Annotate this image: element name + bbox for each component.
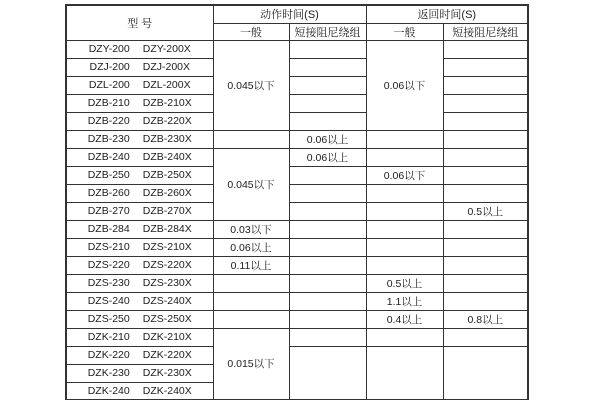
cell-return-general (366, 202, 443, 220)
table-row (66, 58, 528, 76)
model-cell (66, 364, 213, 382)
cell-action-general: 0.11以上 (213, 256, 289, 274)
table-row (66, 112, 528, 130)
cell-action-general (213, 274, 289, 292)
model-name: DZK-220 (87, 349, 130, 361)
cell-action-damping (289, 274, 366, 292)
cell-action-damping (289, 310, 366, 328)
cell-action-general: 0.03以下 (213, 220, 289, 238)
cell-return-general: 0.5以上 (366, 274, 443, 292)
cell-return-general (366, 238, 443, 256)
cell-return-damping (443, 130, 528, 148)
table-row (66, 202, 528, 220)
cell-action-damping (289, 202, 366, 220)
cell-return-general: 0.06以下 (366, 166, 443, 184)
model-name-x: DZS-240X (142, 295, 192, 307)
relay-spec-table (65, 4, 529, 400)
model-cell (66, 256, 213, 274)
model-name-x: DZB-270X (142, 205, 192, 217)
cell-return-general (366, 130, 443, 148)
cell-return-general-merged: 0.06以下 (366, 40, 443, 130)
model-name-x: DZB-220X (142, 115, 192, 127)
table-row (66, 346, 528, 364)
model-name: DZK-240 (87, 384, 130, 397)
table-row (66, 76, 528, 94)
cell-action-general (213, 130, 289, 148)
model-name: DZS-250 (87, 313, 130, 325)
model-cell (66, 148, 213, 166)
model-name: DZY-200 (88, 43, 130, 55)
cell-return-general (366, 184, 443, 202)
model-name-x: DZK-230X (142, 367, 192, 379)
cell-action-damping (289, 76, 366, 94)
cell-return-damping (443, 94, 528, 112)
table-row (66, 292, 528, 310)
model-name: DZB-260 (87, 187, 130, 199)
cell-return-damping (443, 292, 528, 310)
header-return-damping: 短接阻尼绕组 (443, 23, 528, 40)
model-name-x: DZS-230X (142, 277, 192, 289)
model-cell (66, 238, 213, 256)
table-row (66, 274, 528, 292)
model-name: DZS-240 (87, 295, 130, 307)
table-row (66, 166, 528, 184)
cell-action-general (213, 292, 289, 310)
cell-action-damping (289, 112, 366, 130)
model-name-x: DZB-230X (142, 133, 192, 145)
cell-action-damping (289, 166, 366, 184)
cell-action-damping (289, 328, 366, 346)
cell-action-general (213, 310, 289, 328)
header-action-damping: 短接阻尼绕组 (289, 23, 366, 40)
cell-action-general-merged: 0.045以下 (213, 40, 289, 130)
header-row-groups (66, 5, 528, 23)
cell-action-damping: 0.06以上 (289, 130, 366, 148)
model-name: DZK-230 (87, 367, 130, 379)
cell-return-damping (443, 58, 528, 76)
cell-action-damping (289, 58, 366, 76)
model-cell (66, 58, 213, 76)
model-name: DZB-284 (87, 223, 130, 235)
cell-return-damping-merged (443, 346, 528, 400)
cell-return-damping (443, 238, 528, 256)
model-name: DZB-210 (87, 97, 130, 109)
cell-return-damping (443, 184, 528, 202)
cell-action-damping (289, 40, 366, 58)
header-return-general: 一般 (366, 23, 443, 40)
cell-action-damping (289, 238, 366, 256)
model-cell (66, 94, 213, 112)
table-row (66, 130, 528, 148)
cell-return-general-merged (366, 346, 443, 400)
cell-return-damping (443, 166, 528, 184)
cell-action-damping (289, 184, 366, 202)
model-name-x: DZB-210X (142, 97, 192, 109)
model-name: DZB-230 (87, 133, 130, 145)
model-name-x: DZS-220X (142, 259, 192, 271)
model-name: DZB-270 (87, 205, 130, 217)
header-return-time: 返回时间(S) (366, 5, 528, 23)
model-cell (66, 202, 213, 220)
cell-return-general: 0.4以上 (366, 310, 443, 328)
cell-return-damping (443, 220, 528, 238)
model-name-x: DZS-250X (142, 313, 192, 325)
cell-return-damping (443, 274, 528, 292)
cell-action-general-merged: 0.015以下 (213, 328, 289, 400)
cell-action-damping (289, 292, 366, 310)
table-header (66, 5, 528, 40)
model-name: DZS-210 (87, 241, 130, 253)
cell-return-general (366, 220, 443, 238)
table-row (66, 184, 528, 202)
model-name: DZK-210 (87, 331, 130, 343)
cell-return-damping: 0.5以上 (443, 202, 528, 220)
model-name-x: DZK-240X (142, 384, 192, 397)
cell-return-damping (443, 76, 528, 94)
cell-return-damping: 0.8以上 (443, 310, 528, 328)
cell-action-damping (289, 94, 366, 112)
header-action-general: 一般 (213, 23, 289, 40)
model-name-x: DZS-210X (142, 241, 192, 253)
table-row (66, 220, 528, 238)
model-name-x: DZL-200X (142, 79, 191, 91)
table-body (66, 40, 528, 400)
model-name: DZB-220 (87, 115, 130, 127)
table-row (66, 328, 528, 346)
model-name-x: DZB-240X (142, 151, 192, 163)
table-row (66, 94, 528, 112)
table-row (66, 310, 528, 328)
model-name-x: DZB-260X (142, 187, 192, 199)
model-cell (66, 40, 213, 58)
model-cell (66, 274, 213, 292)
header-action-time: 动作时间(S) (213, 5, 366, 23)
table-row (66, 256, 528, 274)
model-cell (66, 382, 213, 400)
cell-action-damping (289, 256, 366, 274)
model-name-x: DZY-200X (142, 43, 191, 55)
cell-return-general: 1.1以上 (366, 292, 443, 310)
model-name-x: DZK-220X (142, 349, 192, 361)
model-cell (66, 310, 213, 328)
model-cell (66, 130, 213, 148)
cell-return-damping (443, 328, 528, 346)
model-name: DZB-250 (87, 169, 130, 181)
model-name: DZS-230 (87, 277, 130, 289)
model-cell (66, 76, 213, 94)
cell-return-damping (443, 256, 528, 274)
table-row (66, 148, 528, 166)
model-name-x: DZB-250X (142, 169, 192, 181)
model-name: DZL-200 (88, 79, 130, 91)
cell-return-general (366, 328, 443, 346)
model-cell (66, 346, 213, 364)
header-model: 型 号 (66, 5, 213, 40)
model-name-x: DZJ-200X (142, 61, 191, 73)
cell-action-general-merged: 0.045以下 (213, 148, 289, 220)
cell-return-damping (443, 112, 528, 130)
model-name: DZB-240 (87, 151, 130, 163)
model-name-x: DZK-210X (142, 331, 192, 343)
model-cell (66, 292, 213, 310)
table-row (66, 238, 528, 256)
model-cell (66, 166, 213, 184)
cell-return-damping (443, 40, 528, 58)
model-name: DZS-220 (87, 259, 130, 271)
model-cell (66, 328, 213, 346)
model-cell (66, 184, 213, 202)
table-row (66, 40, 528, 58)
cell-return-general (366, 256, 443, 274)
model-cell (66, 112, 213, 130)
cell-action-damping: 0.06以上 (289, 148, 366, 166)
cell-action-damping-merged (289, 346, 366, 400)
model-name: DZJ-200 (89, 61, 130, 73)
model-cell (66, 220, 213, 238)
model-name-x: DZB-284X (142, 223, 192, 235)
cell-return-damping (443, 148, 528, 166)
cell-action-damping (289, 220, 366, 238)
cell-action-general: 0.06以上 (213, 238, 289, 256)
cell-return-general (366, 148, 443, 166)
